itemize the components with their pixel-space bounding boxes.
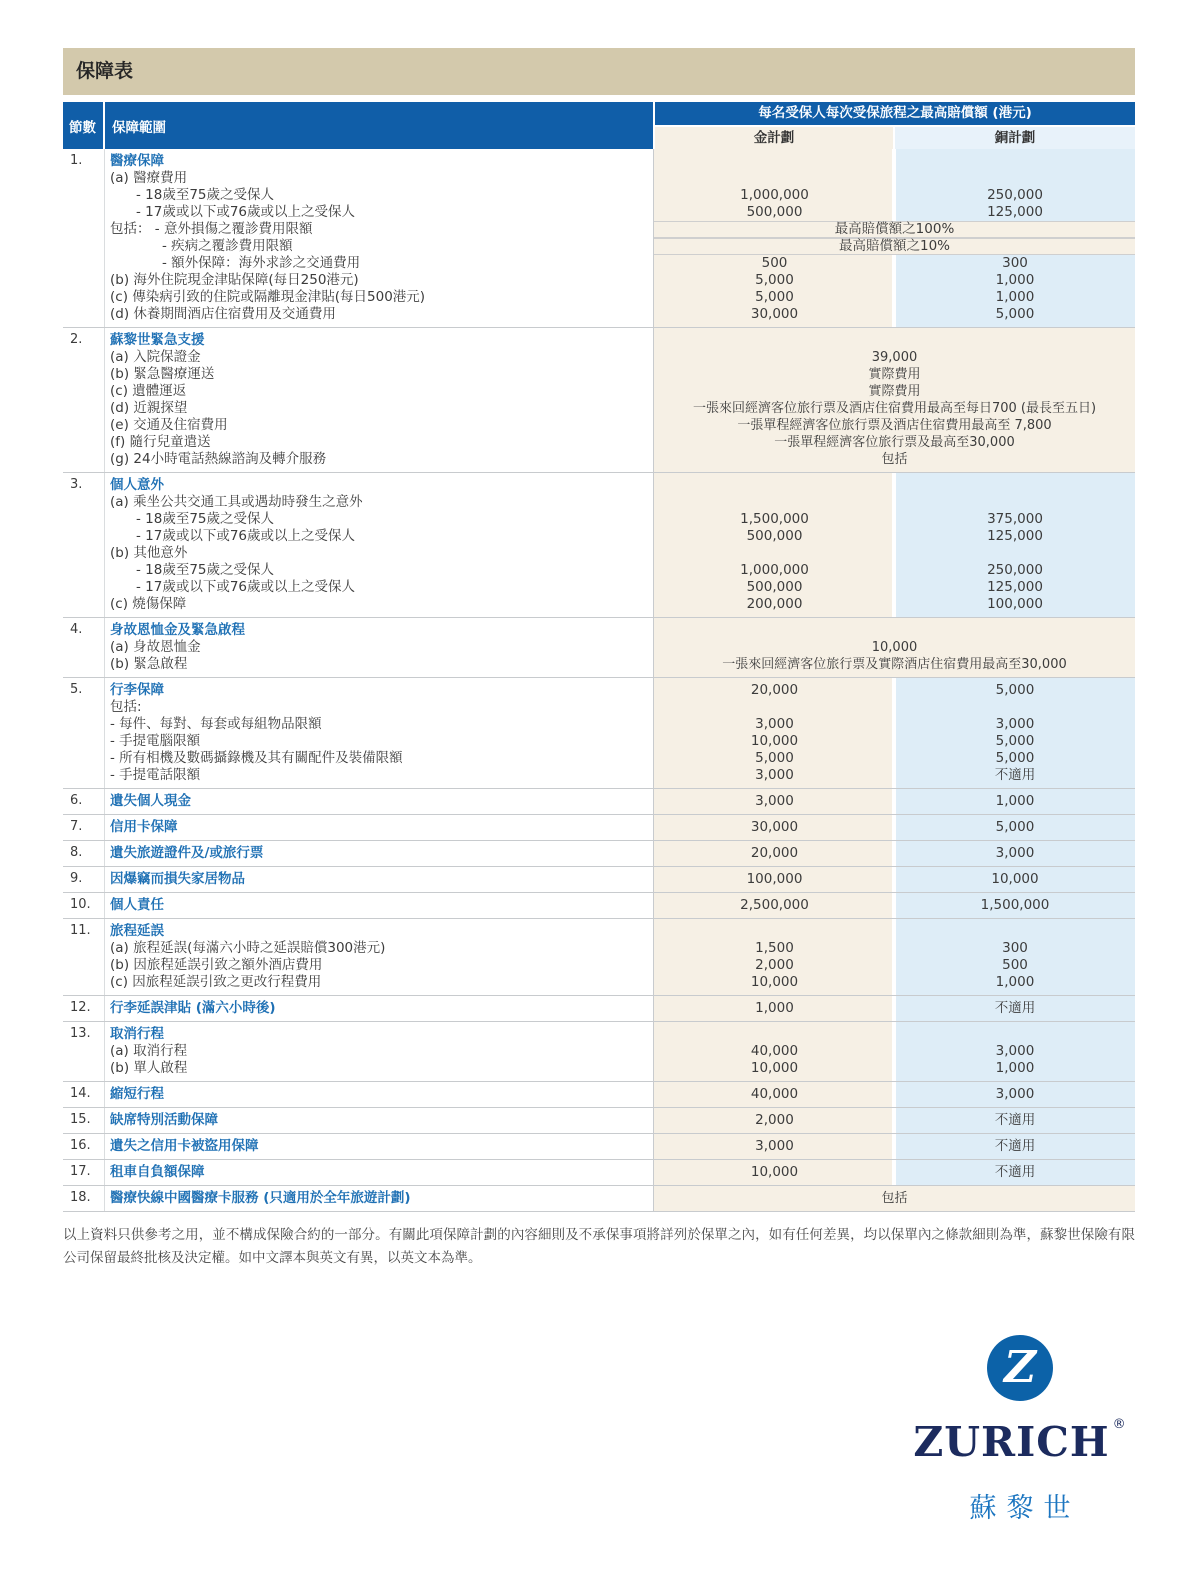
row-title: 取消行程 [110, 1026, 164, 1042]
gold-value: 40,000 [750, 1043, 799, 1059]
merged-line: 包括 [881, 452, 908, 467]
bronze-value: 3,000 [995, 1086, 1035, 1102]
gold-value: 5,000 [755, 289, 794, 305]
row-number: 16. [63, 1134, 105, 1159]
value-lines [654, 473, 1135, 617]
bronze-value: 3,000 [995, 716, 1035, 732]
value-pair [654, 871, 1135, 888]
benefit-line: - 額外保障：海外求診之交通費用 [162, 255, 361, 271]
registered-mark: ® [1112, 1417, 1127, 1432]
benefit-line: (d) 休養期間酒店住宿費用及交通費用 [110, 306, 336, 322]
zurich-circle-mark [987, 1335, 1053, 1401]
row-number: 6. [63, 789, 105, 814]
value-lines [654, 1082, 1135, 1107]
empty-line [654, 1026, 1135, 1043]
table-row [63, 919, 1135, 996]
empty-line [654, 923, 1135, 940]
value-pair [654, 272, 1135, 289]
value-lines [654, 841, 1135, 866]
value-lines [654, 815, 1135, 840]
row-description [105, 618, 653, 677]
benefit-line: - 疾病之覆診費用限額 [162, 238, 293, 254]
table-row [63, 893, 1135, 919]
value-pair [654, 733, 1135, 750]
benefit-line: 包括: [110, 699, 142, 715]
benefit-line: (f) 隨行兒童遣送 [110, 434, 211, 450]
merged-value-cell [653, 1186, 1135, 1211]
header-values-group [653, 102, 1135, 149]
row-title: 旅程延誤 [110, 923, 164, 939]
row-number: 13. [63, 1022, 105, 1081]
header-section-number: 節數 [63, 102, 105, 149]
gold-value: 10,000 [750, 1060, 799, 1076]
table-row [63, 1108, 1135, 1134]
row-title: 缺席特別活動保障 [110, 1112, 218, 1128]
plan-values-cell [653, 867, 1135, 892]
empty-line [654, 153, 1135, 170]
value-pair [654, 897, 1135, 914]
bronze-value: 300 [1002, 255, 1028, 271]
plan-values-cell [653, 1022, 1135, 1081]
value-pair [654, 716, 1135, 733]
row-description [105, 1108, 653, 1133]
row-description [105, 1022, 653, 1081]
benefit-line: (b) 因旅程延誤引致之額外酒店費用 [110, 957, 323, 973]
benefit-line: (a) 乘坐公共交通工具或遇劫時發生之意外 [110, 494, 363, 510]
bronze-value: 1,000 [995, 793, 1035, 809]
gold-value: 500,000 [746, 204, 803, 220]
row-title: 租車自負額保障 [110, 1164, 205, 1180]
table-row [63, 1022, 1135, 1082]
table-header [63, 102, 1135, 149]
benefit-line: (b) 其他意外 [110, 545, 188, 561]
gold-value: 500 [761, 255, 788, 271]
row-title: 個人意外 [110, 477, 164, 493]
benefit-line: (a) 身故恩恤金 [110, 639, 201, 655]
bronze-value: 1,000 [995, 272, 1035, 288]
plan-values-cell [653, 1160, 1135, 1185]
benefit-line: (b) 海外住院現金津貼保障(每日250港元) [110, 272, 359, 288]
merged-value-cell [653, 618, 1135, 677]
value-pair [654, 682, 1135, 699]
bronze-value: 250,000 [987, 562, 1043, 578]
gold-value: 10,000 [750, 1164, 799, 1180]
value-pair [654, 204, 1135, 221]
bronze-value: 250,000 [987, 187, 1043, 203]
gold-value: 5,000 [755, 750, 794, 766]
value-pair [654, 596, 1135, 613]
value-pair [654, 1138, 1135, 1155]
merged-line: 一張來回經濟客位旅行票及酒店住宿費用最高至每日700 (最長至五日) [692, 401, 1097, 416]
gold-value: 30,000 [750, 819, 799, 835]
value-pair [654, 750, 1135, 767]
benefit-line: (d) 近親探望 [110, 400, 188, 416]
value-lines [654, 1108, 1135, 1133]
empty-line [654, 545, 1135, 562]
zurich-logo [905, 1335, 1135, 1525]
gold-value: 10,000 [750, 974, 799, 990]
gold-value: 1,000,000 [740, 562, 809, 578]
header-coverage-scope: 保障範圍 [112, 119, 166, 136]
merged-line: 10,000 [871, 640, 918, 655]
row-title: 行李保障 [110, 682, 164, 698]
row-number: 7. [63, 815, 105, 840]
table-row [63, 815, 1135, 841]
bronze-value: 5,000 [995, 750, 1035, 766]
row-description [105, 149, 653, 327]
row-description [105, 1186, 653, 1211]
benefit-line: - 17歲或以下或76歲或以上之受保人 [136, 204, 356, 220]
gold-value: 1,000 [755, 1000, 794, 1016]
brand-chinese: 蘇黎世 [969, 1493, 1081, 1524]
bronze-value: 5,000 [995, 306, 1035, 322]
row-description [105, 1082, 653, 1107]
value-pair [654, 845, 1135, 862]
table-row [63, 1160, 1135, 1186]
row-number: 14. [63, 1082, 105, 1107]
bronze-value: 3,000 [995, 1043, 1035, 1059]
value-pair [654, 1060, 1135, 1077]
benefit-line: (g) 24小時電話熱線諮詢及轉介服務 [110, 451, 327, 467]
row-title: 因爆竊而損失家居物品 [110, 871, 245, 887]
row-number: 18. [63, 1186, 105, 1211]
table-row [63, 789, 1135, 815]
plan-values-cell [653, 996, 1135, 1021]
bronze-value: 125,000 [987, 528, 1043, 544]
benefit-line: - 每件、每對、每套或每組物品限額 [110, 716, 322, 732]
row-title: 信用卡保障 [110, 819, 178, 835]
gold-value: 10,000 [750, 733, 799, 749]
table-row [63, 473, 1135, 618]
row-number: 1. [63, 149, 105, 327]
row-title: 個人責任 [110, 897, 164, 913]
value-pair [654, 957, 1135, 974]
benefit-line: - 18歲至75歲之受保人 [136, 187, 275, 203]
bronze-value: 5,000 [995, 733, 1035, 749]
row-description [105, 996, 653, 1021]
plan-values-cell [653, 678, 1135, 788]
row-number: 10. [63, 893, 105, 918]
benefit-line: (c) 遺體運返 [110, 383, 187, 399]
table-row [63, 996, 1135, 1022]
table-row [63, 618, 1135, 678]
row-description [105, 678, 653, 788]
gold-value: 3,000 [755, 716, 794, 732]
gold-value: 1,000,000 [740, 187, 809, 203]
value-pair [654, 187, 1135, 204]
gold-value: 200,000 [746, 596, 803, 612]
bronze-value: 不適用 [994, 1138, 1036, 1154]
value-lines [654, 996, 1135, 1021]
table-row [63, 841, 1135, 867]
row-title: 醫療快線中國醫療卡服務 (只適用於全年旅遊計劃) [110, 1190, 411, 1206]
value-lines [654, 1160, 1135, 1185]
bronze-value: 1,500,000 [980, 897, 1050, 913]
bronze-value: 1,000 [995, 974, 1035, 990]
value-pair [654, 767, 1135, 784]
brand-wordmark [905, 1417, 1135, 1466]
empty-line [654, 494, 1135, 511]
value-pair [654, 255, 1135, 272]
plan-values-cell [653, 815, 1135, 840]
benefit-line: - 手提電話限額 [110, 767, 201, 783]
row-description [105, 893, 653, 918]
row-number: 2. [63, 328, 105, 472]
row-description [105, 1160, 653, 1185]
benefit-line: (b) 緊急醫療運送 [110, 366, 215, 382]
plan-values-cell [653, 473, 1135, 617]
benefit-line: (a) 醫療費用 [110, 170, 188, 186]
table-row [63, 149, 1135, 328]
plan-values-cell [653, 1108, 1135, 1133]
value-lines [654, 789, 1135, 814]
plan-values-cell [653, 1082, 1135, 1107]
gold-value: 20,000 [750, 845, 799, 861]
value-pair [654, 1000, 1135, 1017]
gold-value: 1,500 [755, 940, 794, 956]
benefit-line: - 18歲至75歲之受保人 [136, 511, 275, 527]
gold-value: 2,000 [755, 957, 794, 973]
row-number: 5. [63, 678, 105, 788]
row-number: 9. [63, 867, 105, 892]
row-title: 遺失旅遊證件及/或旅行票 [110, 845, 264, 861]
merged-line [654, 332, 1135, 349]
value-pair [654, 289, 1135, 306]
plan-values-cell [653, 919, 1135, 995]
gold-value: 1,500,000 [740, 511, 809, 527]
bronze-value: 不適用 [994, 1112, 1036, 1128]
row-title: 身故恩恤金及緊急啟程 [110, 622, 245, 638]
gold-value: 500,000 [746, 528, 803, 544]
bronze-value: 500 [1002, 957, 1028, 973]
gold-value: 3,000 [755, 793, 794, 809]
benefit-line: - 手提電腦限額 [110, 733, 201, 749]
table-row [63, 1134, 1135, 1160]
gold-value: 40,000 [750, 1086, 799, 1102]
table-row [63, 678, 1135, 789]
gold-value: 500,000 [746, 579, 803, 595]
value-pair [654, 940, 1135, 957]
benefit-line: (a) 取消行程 [110, 1043, 188, 1059]
benefit-line: (c) 因旅程延誤引致之更改行程費用 [110, 974, 322, 990]
bronze-value: 不適用 [994, 767, 1036, 783]
value-pair [654, 819, 1135, 836]
bronze-value: 10,000 [991, 871, 1039, 887]
benefit-line: - 所有相機及數碼攝錄機及其有關配件及裝備限額 [110, 750, 403, 766]
brand-text: ZURICH [913, 1418, 1110, 1466]
value-pair [654, 974, 1135, 991]
value-pair [654, 562, 1135, 579]
row-description [105, 789, 653, 814]
plan-values-cell [653, 893, 1135, 918]
table-row [63, 328, 1135, 473]
bronze-value: 100,000 [987, 596, 1043, 612]
gold-value: 3,000 [755, 1138, 794, 1154]
benefit-line: (e) 交通及住宿費用 [110, 417, 228, 433]
merged-line: 包括 [881, 1191, 908, 1206]
value-pair [654, 511, 1135, 528]
bronze-value: 不適用 [994, 1164, 1036, 1180]
bronze-value: 5,000 [995, 682, 1035, 698]
row-description [105, 919, 653, 995]
value-lines [654, 1134, 1135, 1159]
value-lines [654, 678, 1135, 788]
value-pair [654, 1086, 1135, 1103]
benefit-line: (c) 傳染病引致的住院或隔離現金津貼(每日500港元) [110, 289, 426, 305]
table-row [63, 1186, 1135, 1212]
gold-value: 2,500,000 [740, 897, 809, 913]
bronze-value: 1,000 [995, 1060, 1035, 1076]
plan-values-cell [653, 841, 1135, 866]
row-description [105, 1134, 653, 1159]
header-bronze-plan: 銅計劃 [895, 127, 1135, 149]
value-pair [654, 1043, 1135, 1060]
row-description [105, 328, 653, 472]
row-description [105, 473, 653, 617]
row-number: 15. [63, 1108, 105, 1133]
bronze-value: 5,000 [995, 819, 1035, 835]
bronze-value: 125,000 [987, 579, 1043, 595]
header-gold-plan: 金計劃 [655, 127, 895, 149]
bronze-value: 375,000 [987, 511, 1043, 527]
row-description [105, 867, 653, 892]
bronze-value: 1,000 [995, 289, 1035, 305]
benefit-sheet [63, 48, 1135, 1270]
benefit-line: - 17歲或以下或76歲或以上之受保人 [136, 579, 356, 595]
merged-value-cell [653, 328, 1135, 472]
merged-line: 一張單程經濟客位旅行票及最高至30,000 [774, 435, 1015, 450]
bronze-value: 3,000 [995, 845, 1035, 861]
bronze-value: 125,000 [987, 204, 1043, 220]
benefit-line: (b) 單人啟程 [110, 1060, 188, 1076]
row-title: 蘇黎世緊急支援 [110, 332, 205, 348]
header-max-compensation: 每名受保人每次受保旅程之最高賠償額 (港元) [655, 102, 1135, 125]
row-title: 行李延誤津貼 (滿六小時後) [110, 1000, 276, 1016]
benefit-line: (a) 入院保證金 [110, 349, 201, 365]
gold-value: 2,000 [755, 1112, 794, 1128]
row-description [105, 815, 653, 840]
value-lines [654, 149, 1135, 327]
value-pair [654, 306, 1135, 323]
plan-values-cell [653, 149, 1135, 327]
bronze-value: 300 [1002, 940, 1028, 956]
row-number: 8. [63, 841, 105, 866]
plan-values-cell [653, 1134, 1135, 1159]
row-number: 11. [63, 919, 105, 995]
gold-value: 20,000 [750, 682, 799, 698]
header-plan-columns [655, 125, 1135, 149]
value-pair [654, 1164, 1135, 1181]
row-title: 遺失之信用卡被盜用保障 [110, 1138, 259, 1154]
value-lines [654, 919, 1135, 995]
row-description [105, 841, 653, 866]
gold-value: 30,000 [750, 306, 799, 322]
benefit-line: (b) 緊急啟程 [110, 656, 188, 672]
gold-value: 3,000 [755, 767, 794, 783]
row-title: 縮短行程 [110, 1086, 164, 1102]
header-left-group [63, 102, 653, 149]
value-lines [654, 867, 1135, 892]
table-row [63, 1082, 1135, 1108]
value-pair [654, 579, 1135, 596]
merged-line: 實際費用 [868, 384, 921, 399]
value-pair [654, 793, 1135, 810]
value-lines [654, 893, 1135, 918]
merged-line: 實際費用 [868, 367, 921, 382]
value-lines [654, 1022, 1135, 1081]
z-letter-icon: Z [1003, 1342, 1037, 1393]
merged-line: 一張來回經濟客位旅行票及實際酒店住宿費用最高至30,000 [722, 657, 1067, 672]
row-number: 12. [63, 996, 105, 1021]
benefit-rows [63, 149, 1135, 1212]
row-number: 17. [63, 1160, 105, 1185]
gold-value: 100,000 [746, 871, 803, 887]
row-title: 遺失個人現金 [110, 793, 191, 809]
bronze-value: 不適用 [994, 1000, 1036, 1016]
empty-line [654, 170, 1135, 187]
row-title: 醫療保障 [110, 153, 164, 169]
merged-line: 39,000 [871, 350, 918, 365]
row-number: 4. [63, 618, 105, 677]
plan-values-cell [653, 789, 1135, 814]
gold-value: 5,000 [755, 272, 794, 288]
page-title: 保障表 [63, 48, 1135, 95]
merged-line: 一張單程經濟客位旅行票及酒店住宿費用最高至 7,800 [737, 418, 1052, 433]
benefit-line: - 18歲至75歲之受保人 [136, 562, 275, 578]
empty-line [654, 699, 1135, 716]
benefit-line: 包括： - 意外損傷之覆診費用限額 [110, 221, 313, 237]
empty-line [654, 477, 1135, 494]
row-number: 3. [63, 473, 105, 617]
merged-line [654, 622, 1135, 639]
span-value: 最高賠償額之100% [654, 221, 1135, 238]
value-pair [654, 1112, 1135, 1129]
span-value: 最高賠償額之10% [654, 238, 1135, 255]
disclaimer-text: 以上資料只供參考之用，並不構成保險合約的一部分。有關此項保障計劃的內容細則及不承保事項將詳列於保單之內，如有任何差異，均以保單內之條款細則為準，蘇黎世保險有限公司保留最終批核及決定權。如中文譯本與英文有異，以英文本為準。 [63, 1227, 1135, 1266]
table-row [63, 867, 1135, 893]
benefit-line: - 17歲或以下或76歲或以上之受保人 [136, 528, 356, 544]
value-pair [654, 528, 1135, 545]
benefit-line: (c) 燒傷保障 [110, 596, 187, 612]
benefit-line: (a) 旅程延誤(每滿六小時之延誤賠償300港元) [110, 940, 386, 956]
